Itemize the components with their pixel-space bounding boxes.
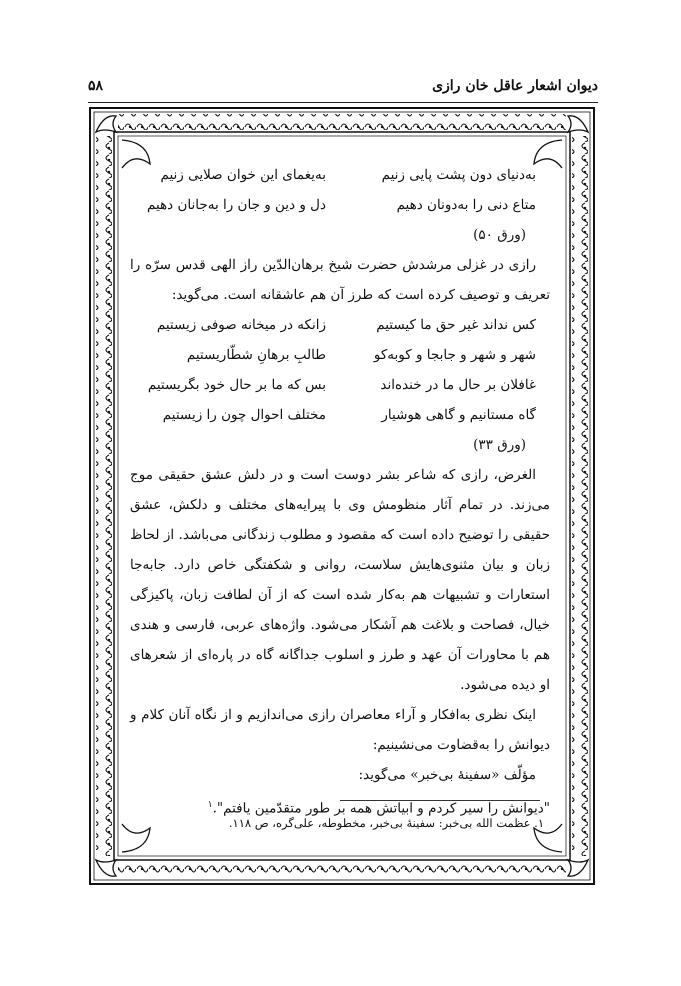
source-reference: (ورق ۳۳) — [473, 437, 526, 453]
footnote-rule — [340, 800, 540, 801]
hemistich: شهر و شهر و جابجا و کوبه‌کو — [373, 347, 536, 363]
hemistich: زانکه در میخانه صوفی زیستیم — [156, 317, 326, 333]
book-title: دیوان اشعار عاقل خان رازی — [432, 78, 598, 94]
quotation-text: "دیوانش را سیر کردم و ابیاتش همه بر طور متقدّمین یافتم". — [212, 800, 550, 817]
paragraph-text: اینک نظری به‌افکار و آراء معاصران رازی می‌اندازیم و از نگاه آنان کلام و دیوانش را به‌قضاوت می‌نشینیم: — [130, 707, 550, 753]
hemistich: مختلف احوال چون را زیستیم — [162, 407, 326, 423]
paragraph — [130, 700, 550, 760]
footnote: ۱. عظمت الله بی‌خبر: سفینهٔ بی‌خبر، مخطوطه، علی‌گره، ص ۱۱۸. — [228, 816, 544, 830]
header-rule — [88, 102, 598, 103]
hemistich: بس که ما بر حال خود بگریستیم — [147, 377, 326, 393]
paragraph-text: الغرض، رازی که شاعر بشر دوست است و در دلش عشق حقیقی موج می‌زند. در تمام آثار منظومش وی با پیرایه‌های مختلف و دلکش، عشق حقیقی را توضیح داده است که مقصود و مطلوب زندگانی می‌باشد. از لحاظ زبان و بیان مثنوی‌هایش سلاست، روانی و شکفتگی خاص دارد. جابه‌جا استعارات و تشبیهات هم به‌کار شده است که از آن لطافت زبان، پاکیزگی خیال، فصاحت و بلاغت هم آشکار می‌شود. واژه‌های عربی، فارسی و هندی هم با محاورات آن عهد و طرز و اسلوب جداگانه گاه در پاره‌ای از شعرهای او دیده می‌شود. — [130, 467, 550, 693]
paragraph-text: رازی در غزلی مرشدش حضرت شیخ برهان‌الدّین راز الهی قدس سرّه را تعریف و توصیف کرده است که طرز آن هم عاشقانه است. می‌گوید: — [130, 257, 550, 303]
couplet — [130, 370, 550, 400]
couplet — [130, 190, 550, 220]
hemistich: طالبِ برهانِ شطّاریستیم — [186, 347, 326, 363]
footnote-marker: ۱ — [207, 800, 213, 810]
hemistich: دل و دین و جان را به‌جانان دهیم — [146, 197, 326, 213]
couplet — [130, 340, 550, 370]
hemistich: به‌دنیای دون پشت پایی زنیم — [381, 167, 536, 183]
hemistich: متاع دنی را به‌دونان دهیم — [396, 197, 536, 213]
page-body — [130, 160, 550, 820]
source-reference: (ورق ۵۰) — [473, 227, 526, 243]
page-number: ۵۸ — [88, 78, 104, 94]
couplet — [130, 400, 550, 430]
page-header — [88, 78, 598, 100]
citation-intro: مؤلّف «سفینهٔ بی‌خبر» می‌گوید: — [358, 767, 536, 783]
couplet — [130, 160, 550, 190]
hemistich: کس نداند غیر حق ما کیستیم — [376, 317, 536, 333]
paragraph — [130, 250, 550, 310]
paragraph — [130, 460, 550, 700]
hemistich: به‌یغمای این خوان صلایی زنیم — [160, 167, 326, 183]
hemistich: گاه مستانیم و گاهی هوشیار — [381, 407, 536, 423]
couplet — [130, 310, 550, 340]
hemistich: غافلان بر حال ما در خنده‌اند — [380, 377, 536, 393]
